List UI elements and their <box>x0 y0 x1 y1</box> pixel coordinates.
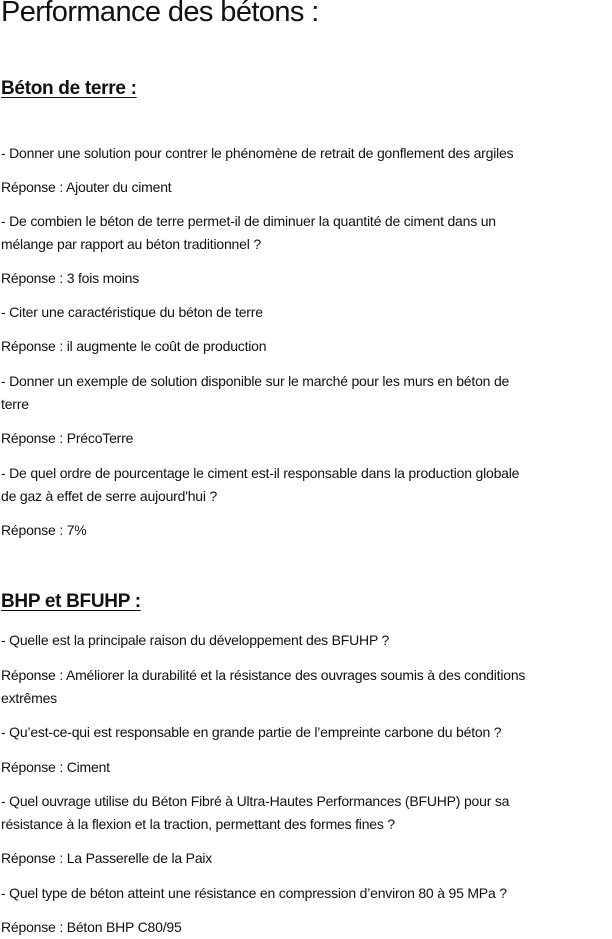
answer-line: Réponse : 3 fois moins <box>1 270 140 286</box>
question-line-continued: terre <box>1 396 29 412</box>
answer-line: Réponse : Ciment <box>1 759 110 775</box>
answer-line: Réponse : Béton BHP C80/95 <box>1 919 182 935</box>
section-heading-bhp-bfuhp: BHP et BFUHP : <box>1 591 141 612</box>
question-line-continued: mélange par rapport au béton traditionnel ? <box>1 236 261 252</box>
page-title: Performance des bétons : <box>1 0 319 28</box>
question-line: - Qu’est-ce-qui est responsable en grande partie de l’empreinte carbone du béton ? <box>1 724 502 740</box>
answer-line: Réponse : La Passerelle de la Paix <box>1 850 213 866</box>
question-line-continued: de gaz à effet de serre aujourd'hui ? <box>1 488 218 504</box>
question-line: - De quel ordre de pourcentage le ciment est-il responsable dans la production globale <box>1 465 520 481</box>
question-line: - De combien le béton de terre permet-il de diminuer la quantité de ciment dans un <box>1 213 496 229</box>
answer-line: Réponse : il augmente le coût de production <box>1 338 267 354</box>
question-line: - Citer une caractéristique du béton de terre <box>1 304 263 320</box>
question-line: - Donner une solution pour contrer le phénomène de retrait de gonflement des argiles <box>1 145 514 161</box>
section-heading-beton-de-terre: Béton de terre : <box>1 78 137 99</box>
answer-line: Réponse : 7% <box>1 522 87 538</box>
answer-line: Réponse : Ajouter du ciment <box>1 179 172 195</box>
answer-line: Réponse : PrécoTerre <box>1 430 134 446</box>
question-line: - Quel type de béton atteint une résistance en compression d’environ 80 à 95 MPa ? <box>1 885 507 901</box>
question-line: - Quel ouvrage utilise du Béton Fibré à Ultra-Hautes Performances (BFUHP) pour sa <box>1 793 510 809</box>
answer-line-continued: extrêmes <box>1 690 57 706</box>
question-line: - Donner un exemple de solution disponible sur le marché pour les murs en béton de <box>1 373 510 389</box>
answer-line: Réponse : Améliorer la durabilité et la résistance des ouvrages soumis à des conditions <box>1 667 526 683</box>
question-line: - Quelle est la principale raison du développement des BFUHP ? <box>1 632 390 648</box>
question-line-continued: résistance à la flexion et la traction, permettant des formes fines ? <box>1 816 395 832</box>
